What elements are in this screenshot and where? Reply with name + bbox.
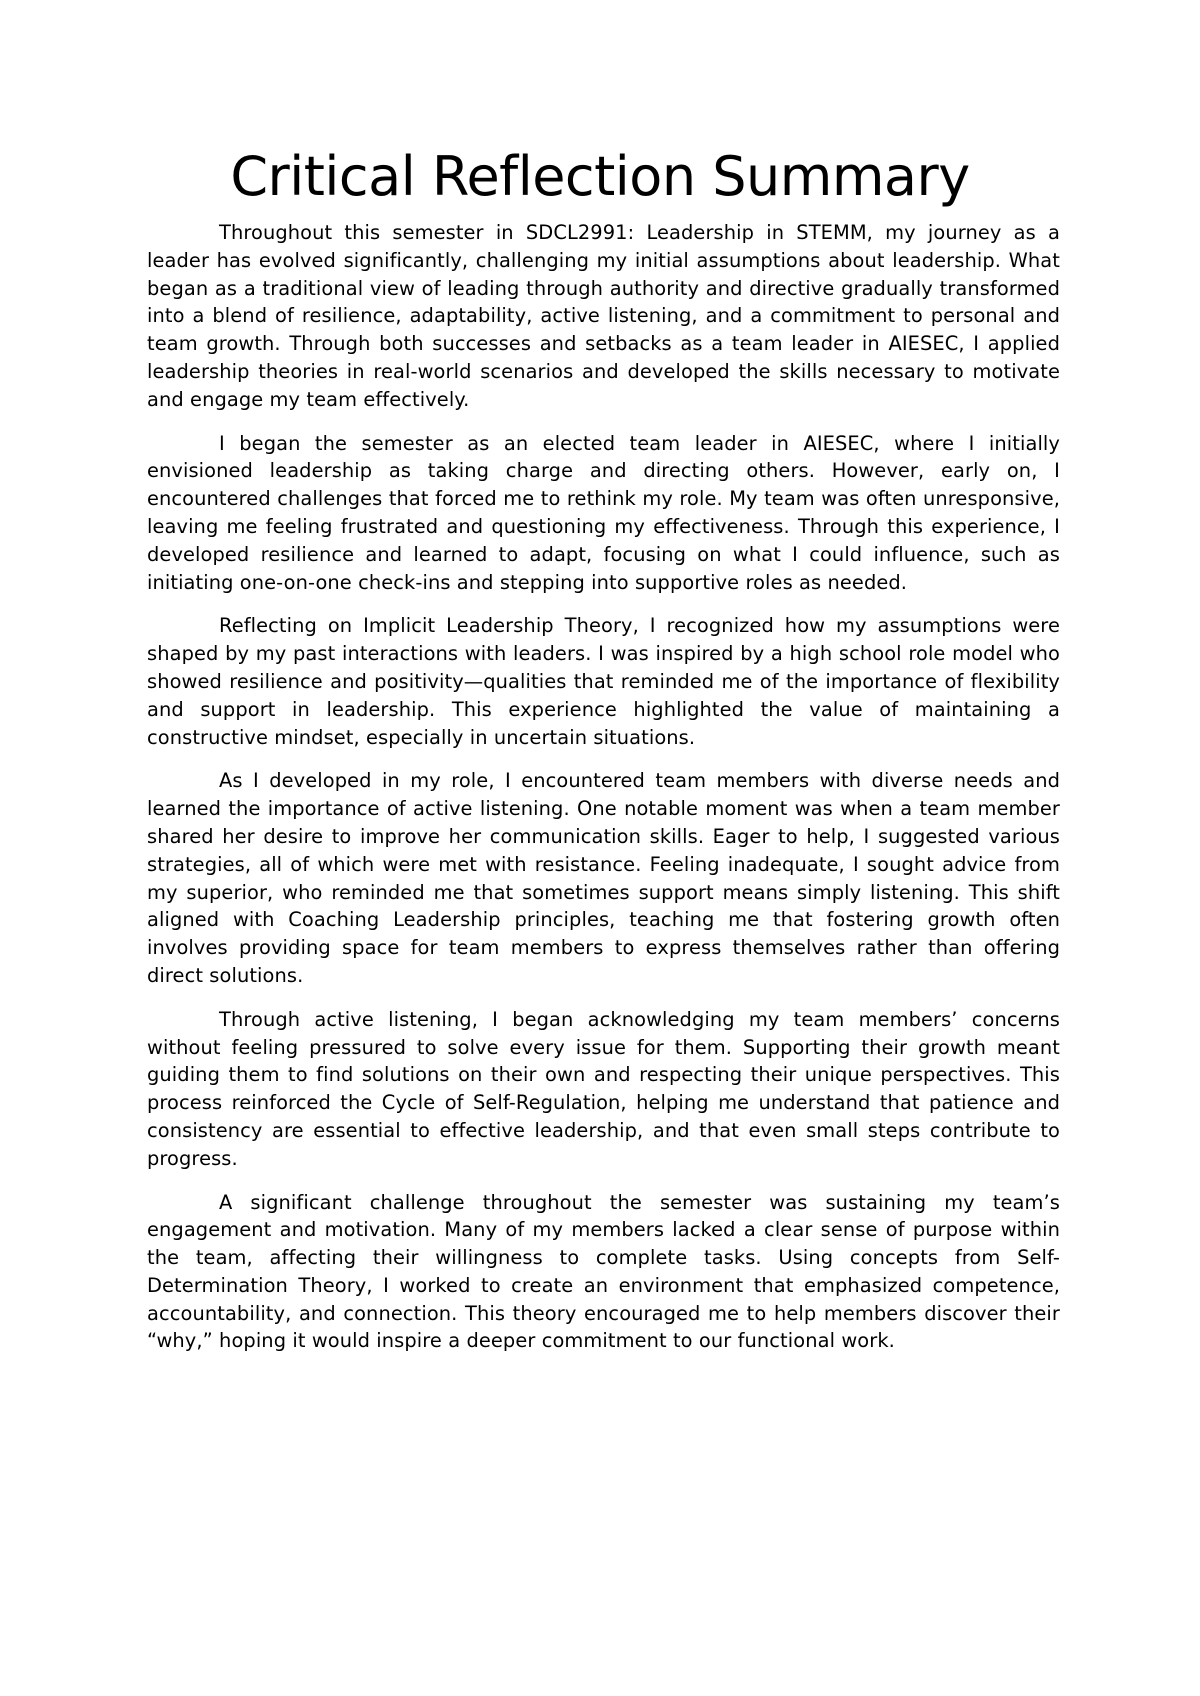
paragraph-3: Reflecting on Implicit Leadership Theory, I recognized how my assumptions were shaped by my past interactions with leaders. I was inspired by a high school role model who showed resilience and positivity—qualities that reminded me of the importance of flexibility and support in leadership. This experience highlighted the value of maintaining a constructive mindset, especially in uncertain situations. xyxy=(147,614,1060,749)
paragraph-5: Through active listening, I began acknowledging my team members’ concerns without feeling pressured to solve every issue for them. Supporting their growth meant guiding them to find solutions on their own and respecting their unique perspectives. This process reinforced the Cycle of Self-Regulation, helping me understand that patience and consistency are essential to effective leadership, and that even small steps contribute to progress. xyxy=(147,1007,1060,1170)
paragraph-6: A significant challenge throughout the semester was sustaining my team’s engagement and motivation. Many of my members lacked a clear sense of purpose within the team, affecting their willingness to complete tasks. Using concepts from Self-Determination Theory, I worked to create an environment that emphasized competence, accountability, and connection. This theory encouraged me to help members discover their “why,” hoping it would inspire a deeper commitment to our functional work. xyxy=(147,1190,1060,1353)
paragraph-1: Throughout this semester in SDCL2991: Leadership in STEMM, my journey as a leader has evolved significantly, challenging my initial assumptions about leadership. What began as a traditional view of leading through authority and directive gradually transformed into a blend of resilience, adaptability, active listening, and a commitment to personal and team growth. Through both successes and setbacks as a team leader in AIESEC, I applied leadership theories in real-world scenarios and developed the skills necessary to motivate and engage my team effectively. xyxy=(147,221,1060,411)
paragraph-2: I began the semester as an elected team leader in AIESEC, where I initially envisioned leadership as taking charge and directing others. However, early on, I encountered challenges that forced me to rethink my role. My team was often unresponsive, leaving me feeling frustrated and questioning my effectiveness. Through this experience, I developed resilience and learned to adapt, focusing on what I could influence, such as initiating one-on-one check-ins and stepping into supportive roles as needed. xyxy=(147,431,1060,594)
document-title: Critical Reflection Summary xyxy=(230,145,970,208)
document-body xyxy=(147,219,1060,1371)
paragraph-4: As I developed in my role, I encountered team members with diverse needs and learned the importance of active listening. One notable moment was when a team member shared her desire to improve her communication skills. Eager to help, I suggested various strategies, all of which were met with resistance. Feeling inadequate, I sought advice from my superior, who reminded me that sometimes support means simply listening. This shift aligned with Coaching Leadership principles, teaching me that fostering growth often involves providing space for team members to express themselves rather than offering direct solutions. xyxy=(147,769,1060,987)
